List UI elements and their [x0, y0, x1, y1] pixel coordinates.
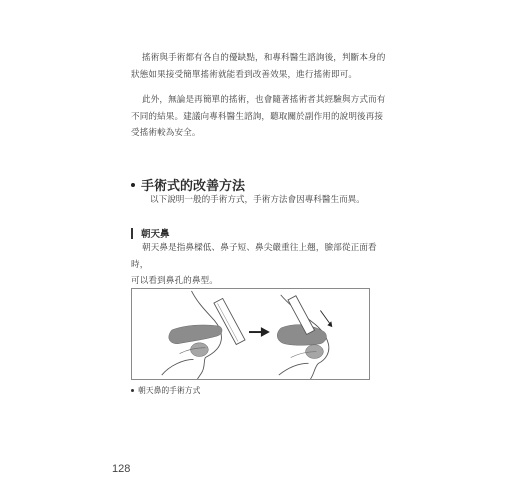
before-nose-drawing	[162, 291, 245, 379]
paragraph-line: 搖術與手術都有各自的優缺點，和專科醫生諮詢後，判斷本身的	[142, 53, 386, 63]
section-intro: 以下說明一般的手術方式，手術方法會因專科醫生而異。	[150, 195, 365, 205]
surgery-diagram	[132, 289, 369, 379]
paragraph-line: 此外，無論是再簡單的搖術，也會隨著搖術者其經驗與方式而有	[142, 95, 386, 105]
section-heading-text: 手術式的改善方法	[141, 179, 246, 194]
page-number: 128	[112, 463, 131, 475]
paragraph-line: 狀態如果接受簡單搖術就能看到改善效果，進行搖術即可。	[131, 69, 358, 80]
subsection-heading	[131, 226, 170, 240]
bullet-icon	[131, 389, 134, 392]
paragraph-line: 受搖術較為安全。	[131, 128, 201, 138]
subsection-heading-text: 朝天鼻	[141, 229, 170, 240]
after-nose-drawing	[277, 295, 332, 379]
paragraph-line: 朝天鼻是指鼻樑低、鼻子短、鼻尖嚴重往上翹，臉部從正面看時，	[131, 243, 377, 270]
section-heading	[131, 175, 245, 194]
figure-caption-text: 朝天鼻的手術方式	[138, 386, 201, 395]
figure-caption	[131, 385, 200, 396]
body-paragraph-2	[131, 92, 391, 142]
paragraph-line: 可以看到鼻孔的鼻型。	[131, 276, 218, 286]
heading-bar-icon	[131, 228, 133, 239]
arrow-right-icon	[249, 327, 270, 337]
nose-surgery-illustration	[131, 288, 370, 380]
paragraph-line: 不同的結果。建議向專科醫生諮詢，聽取關於副作用的說明後再接	[131, 111, 384, 122]
body-paragraph-1	[131, 50, 391, 83]
subsection-paragraph	[131, 240, 391, 290]
bullet-icon	[131, 183, 135, 187]
